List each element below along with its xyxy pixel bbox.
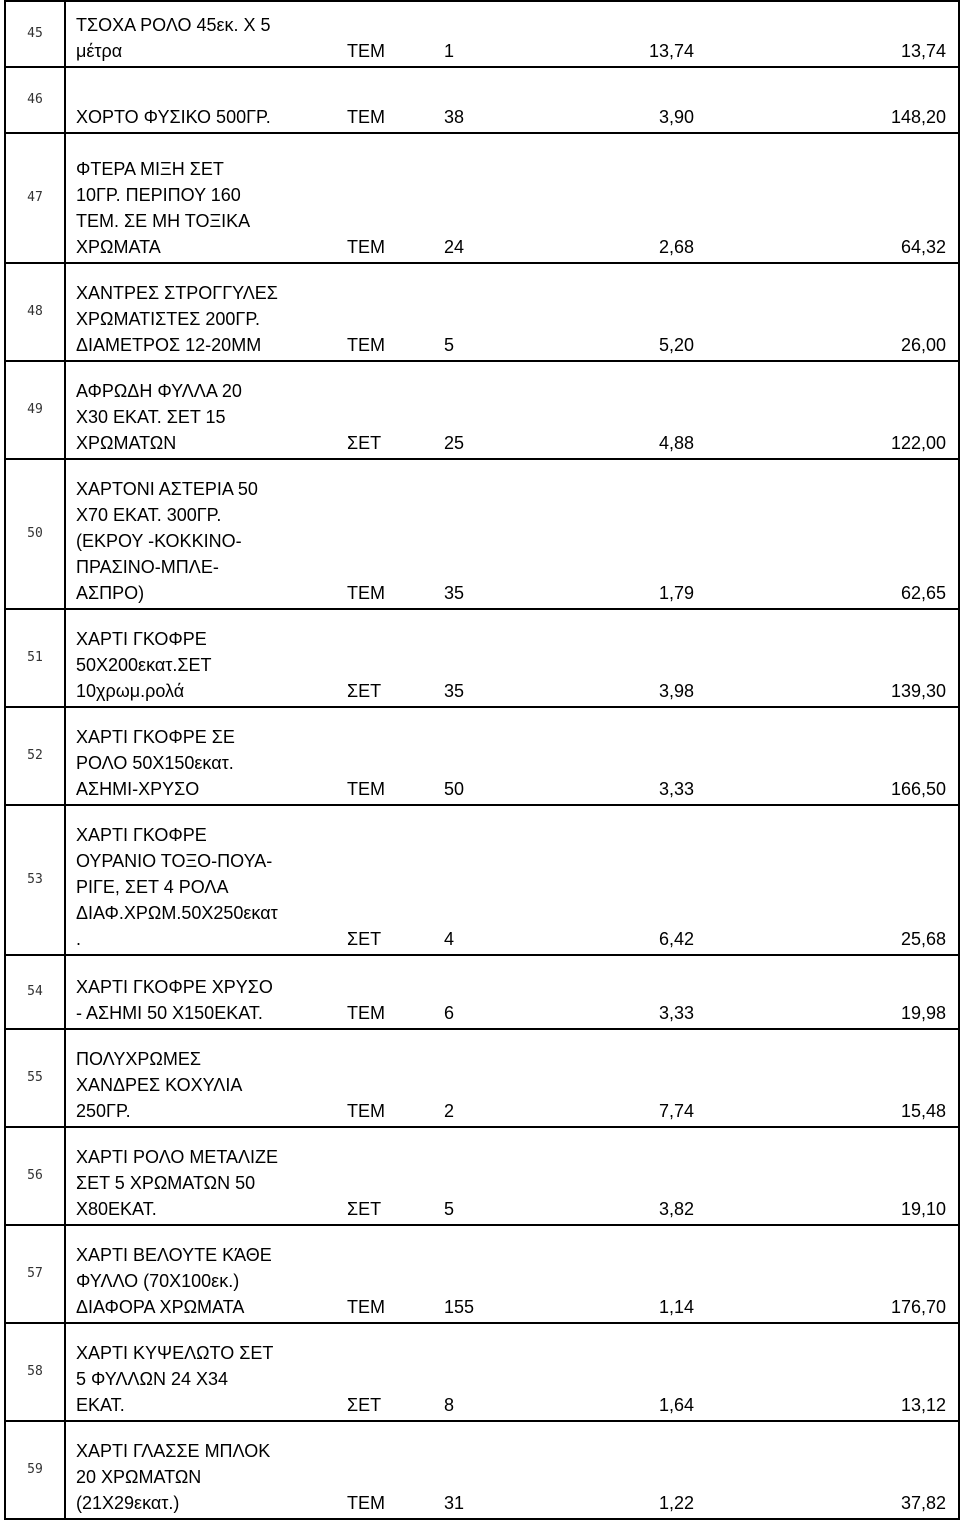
item-total: 25,68 bbox=[704, 805, 959, 955]
item-quantity: 25 bbox=[428, 361, 548, 459]
item-unit: ΤΕΜ bbox=[316, 459, 428, 609]
row-number: 53 bbox=[5, 805, 65, 955]
row-number: 57 bbox=[5, 1225, 65, 1323]
item-description: ΧΟΡΤΟ ΦΥΣΙΚΟ 500ΓΡ. bbox=[65, 67, 316, 133]
row-number: 47 bbox=[5, 133, 65, 263]
item-total: 148,20 bbox=[704, 67, 959, 133]
item-quantity: 2 bbox=[428, 1029, 548, 1127]
row-number: 49 bbox=[5, 361, 65, 459]
item-unit-price: 3,90 bbox=[548, 67, 704, 133]
item-unit: ΣΕΤ bbox=[316, 361, 428, 459]
table-row bbox=[5, 1421, 959, 1519]
item-unit-price: 3,82 bbox=[548, 1127, 704, 1225]
item-description: ΧΑΡΤΙ ΚΥΨΕΛΩΤΟ ΣΕΤ 5 ΦΥΛΛΩΝ 24 Χ34 ΕΚΑΤ. bbox=[65, 1323, 316, 1421]
item-description: ΠΟΛΥΧΡΩΜΕΣ ΧΑΝΔΡΕΣ ΚΟΧΥΛΙΑ 250ΓΡ. bbox=[65, 1029, 316, 1127]
item-unit-price: 1,14 bbox=[548, 1225, 704, 1323]
item-description: ΧΑΡΤΙ ΓΛΑΣΣΕ ΜΠΛΟΚ 20 ΧΡΩΜΑΤΩΝ (21Χ29εκατ.) bbox=[65, 1421, 316, 1519]
item-total: 15,48 bbox=[704, 1029, 959, 1127]
item-description: ΦΤΕΡΑ ΜΙΞΗ ΣΕΤ 10ΓΡ. ΠΕΡΙΠΟΥ 160 ΤΕΜ. ΣΕ ΜΗ ΤΟΞΙΚΑ ΧΡΩΜΑΤΑ bbox=[65, 133, 316, 263]
item-total: 19,10 bbox=[704, 1127, 959, 1225]
table-row bbox=[5, 1323, 959, 1421]
item-unit-price: 6,42 bbox=[548, 805, 704, 955]
row-number: 50 bbox=[5, 459, 65, 609]
item-unit-price: 1,64 bbox=[548, 1323, 704, 1421]
row-number: 56 bbox=[5, 1127, 65, 1225]
item-quantity: 5 bbox=[428, 263, 548, 361]
item-unit-price: 5,20 bbox=[548, 263, 704, 361]
item-description: ΑΦΡΩΔΗ ΦΥΛΛΑ 20 Χ30 ΕΚΑΤ. ΣΕΤ 15 ΧΡΩΜΑΤΩΝ bbox=[65, 361, 316, 459]
item-description: ΧΑΡΤΙ ΓΚΟΦΡΕ 50Χ200εκατ.ΣΕΤ 10χρωμ.ρολά bbox=[65, 609, 316, 707]
item-description: ΧΑΝΤΡΕΣ ΣΤΡΟΓΓΥΛΕΣ ΧΡΩΜΑΤΙΣΤΕΣ 200ΓΡ. ΔΙΑΜΕΤΡΟΣ 12-20ΜΜ bbox=[65, 263, 316, 361]
item-unit: ΣΕΤ bbox=[316, 1127, 428, 1225]
table-row bbox=[5, 133, 959, 263]
items-table bbox=[4, 0, 960, 1520]
item-total: 139,30 bbox=[704, 609, 959, 707]
item-unit: ΤΕΜ bbox=[316, 263, 428, 361]
table-row bbox=[5, 459, 959, 609]
item-unit-price: 2,68 bbox=[548, 133, 704, 263]
item-total: 19,98 bbox=[704, 955, 959, 1029]
item-total: 176,70 bbox=[704, 1225, 959, 1323]
item-unit: ΤΕΜ bbox=[316, 1, 428, 67]
item-quantity: 8 bbox=[428, 1323, 548, 1421]
item-total: 37,82 bbox=[704, 1421, 959, 1519]
table-row bbox=[5, 1, 959, 67]
table-row bbox=[5, 805, 959, 955]
item-unit: ΣΕΤ bbox=[316, 609, 428, 707]
row-number: 45 bbox=[5, 1, 65, 67]
item-unit: ΤΕΜ bbox=[316, 1225, 428, 1323]
row-number: 48 bbox=[5, 263, 65, 361]
item-unit: ΣΕΤ bbox=[316, 805, 428, 955]
item-description: ΧΑΡΤΙ ΓΚΟΦΡΕ ΣΕ ΡΟΛΟ 50Χ150εκατ. ΑΣΗΜΙ-ΧΡΥΣΟ bbox=[65, 707, 316, 805]
items-table-body bbox=[5, 1, 959, 1519]
item-unit: ΣΕΤ bbox=[316, 1323, 428, 1421]
item-unit-price: 3,33 bbox=[548, 955, 704, 1029]
table-row bbox=[5, 955, 959, 1029]
item-quantity: 35 bbox=[428, 609, 548, 707]
table-row bbox=[5, 263, 959, 361]
item-description: ΧΑΡΤΙ ΒΕΛΟΥΤΕ ΚΆΘΕ ΦΥΛΛΟ (70Χ100εκ.) ΔΙΑΦΟΡΑ ΧΡΩΜΑΤΑ bbox=[65, 1225, 316, 1323]
item-quantity: 31 bbox=[428, 1421, 548, 1519]
table-row bbox=[5, 1029, 959, 1127]
table-row bbox=[5, 67, 959, 133]
item-total: 62,65 bbox=[704, 459, 959, 609]
item-total: 122,00 bbox=[704, 361, 959, 459]
item-quantity: 5 bbox=[428, 1127, 548, 1225]
item-unit: ΤΕΜ bbox=[316, 707, 428, 805]
item-quantity: 6 bbox=[428, 955, 548, 1029]
item-quantity: 35 bbox=[428, 459, 548, 609]
item-unit-price: 3,98 bbox=[548, 609, 704, 707]
item-unit: ΤΕΜ bbox=[316, 133, 428, 263]
item-unit-price: 1,79 bbox=[548, 459, 704, 609]
item-unit: ΤΕΜ bbox=[316, 67, 428, 133]
table-row bbox=[5, 1127, 959, 1225]
row-number: 58 bbox=[5, 1323, 65, 1421]
item-quantity: 1 bbox=[428, 1, 548, 67]
item-quantity: 50 bbox=[428, 707, 548, 805]
item-quantity: 155 bbox=[428, 1225, 548, 1323]
table-row bbox=[5, 1225, 959, 1323]
row-number: 51 bbox=[5, 609, 65, 707]
item-total: 13,74 bbox=[704, 1, 959, 67]
table-row bbox=[5, 707, 959, 805]
item-unit: ΤΕΜ bbox=[316, 1421, 428, 1519]
item-total: 64,32 bbox=[704, 133, 959, 263]
item-description: ΧΑΡΤΙ ΓΚΟΦΡΕ ΧΡΥΣΟ - ΑΣΗΜΙ 50 Χ150ΕΚΑΤ. bbox=[65, 955, 316, 1029]
item-quantity: 24 bbox=[428, 133, 548, 263]
item-total: 166,50 bbox=[704, 707, 959, 805]
item-unit-price: 4,88 bbox=[548, 361, 704, 459]
item-unit-price: 3,33 bbox=[548, 707, 704, 805]
item-unit: ΤΕΜ bbox=[316, 955, 428, 1029]
item-description: ΧΑΡΤΙ ΡΟΛΟ ΜΕΤΑΛΙΖΕ ΣΕΤ 5 ΧΡΩΜΑΤΩΝ 50 Χ80ΕΚΑΤ. bbox=[65, 1127, 316, 1225]
row-number: 59 bbox=[5, 1421, 65, 1519]
item-unit-price: 1,22 bbox=[548, 1421, 704, 1519]
table-row bbox=[5, 609, 959, 707]
item-total: 26,00 bbox=[704, 263, 959, 361]
item-description: ΧΑΡΤΟΝΙ ΑΣΤΕΡΙΑ 50 Χ70 ΕΚΑΤ. 300ΓΡ. (ΕΚΡΟΥ -ΚΟΚΚΙΝΟ- ΠΡΑΣΙΝΟ-ΜΠΛΕ- ΑΣΠΡΟ) bbox=[65, 459, 316, 609]
item-description: ΤΣΟΧΑ ΡΟΛΟ 45εκ. Χ 5 μέτρα bbox=[65, 1, 316, 67]
item-description: ΧΑΡΤΙ ΓΚΟΦΡΕ ΟΥΡΑΝΙΟ ΤΟΞΟ-ΠΟΥΑ- ΡΙΓΕ, ΣΕΤ 4 ΡΟΛΑ ΔΙΑΦ.ΧΡΩΜ.50Χ250εκατ . bbox=[65, 805, 316, 955]
item-unit-price: 7,74 bbox=[548, 1029, 704, 1127]
item-unit: ΤΕΜ bbox=[316, 1029, 428, 1127]
item-quantity: 38 bbox=[428, 67, 548, 133]
item-quantity: 4 bbox=[428, 805, 548, 955]
item-total: 13,12 bbox=[704, 1323, 959, 1421]
row-number: 52 bbox=[5, 707, 65, 805]
row-number: 54 bbox=[5, 955, 65, 1029]
row-number: 46 bbox=[5, 67, 65, 133]
item-unit-price: 13,74 bbox=[548, 1, 704, 67]
row-number: 55 bbox=[5, 1029, 65, 1127]
table-row bbox=[5, 361, 959, 459]
